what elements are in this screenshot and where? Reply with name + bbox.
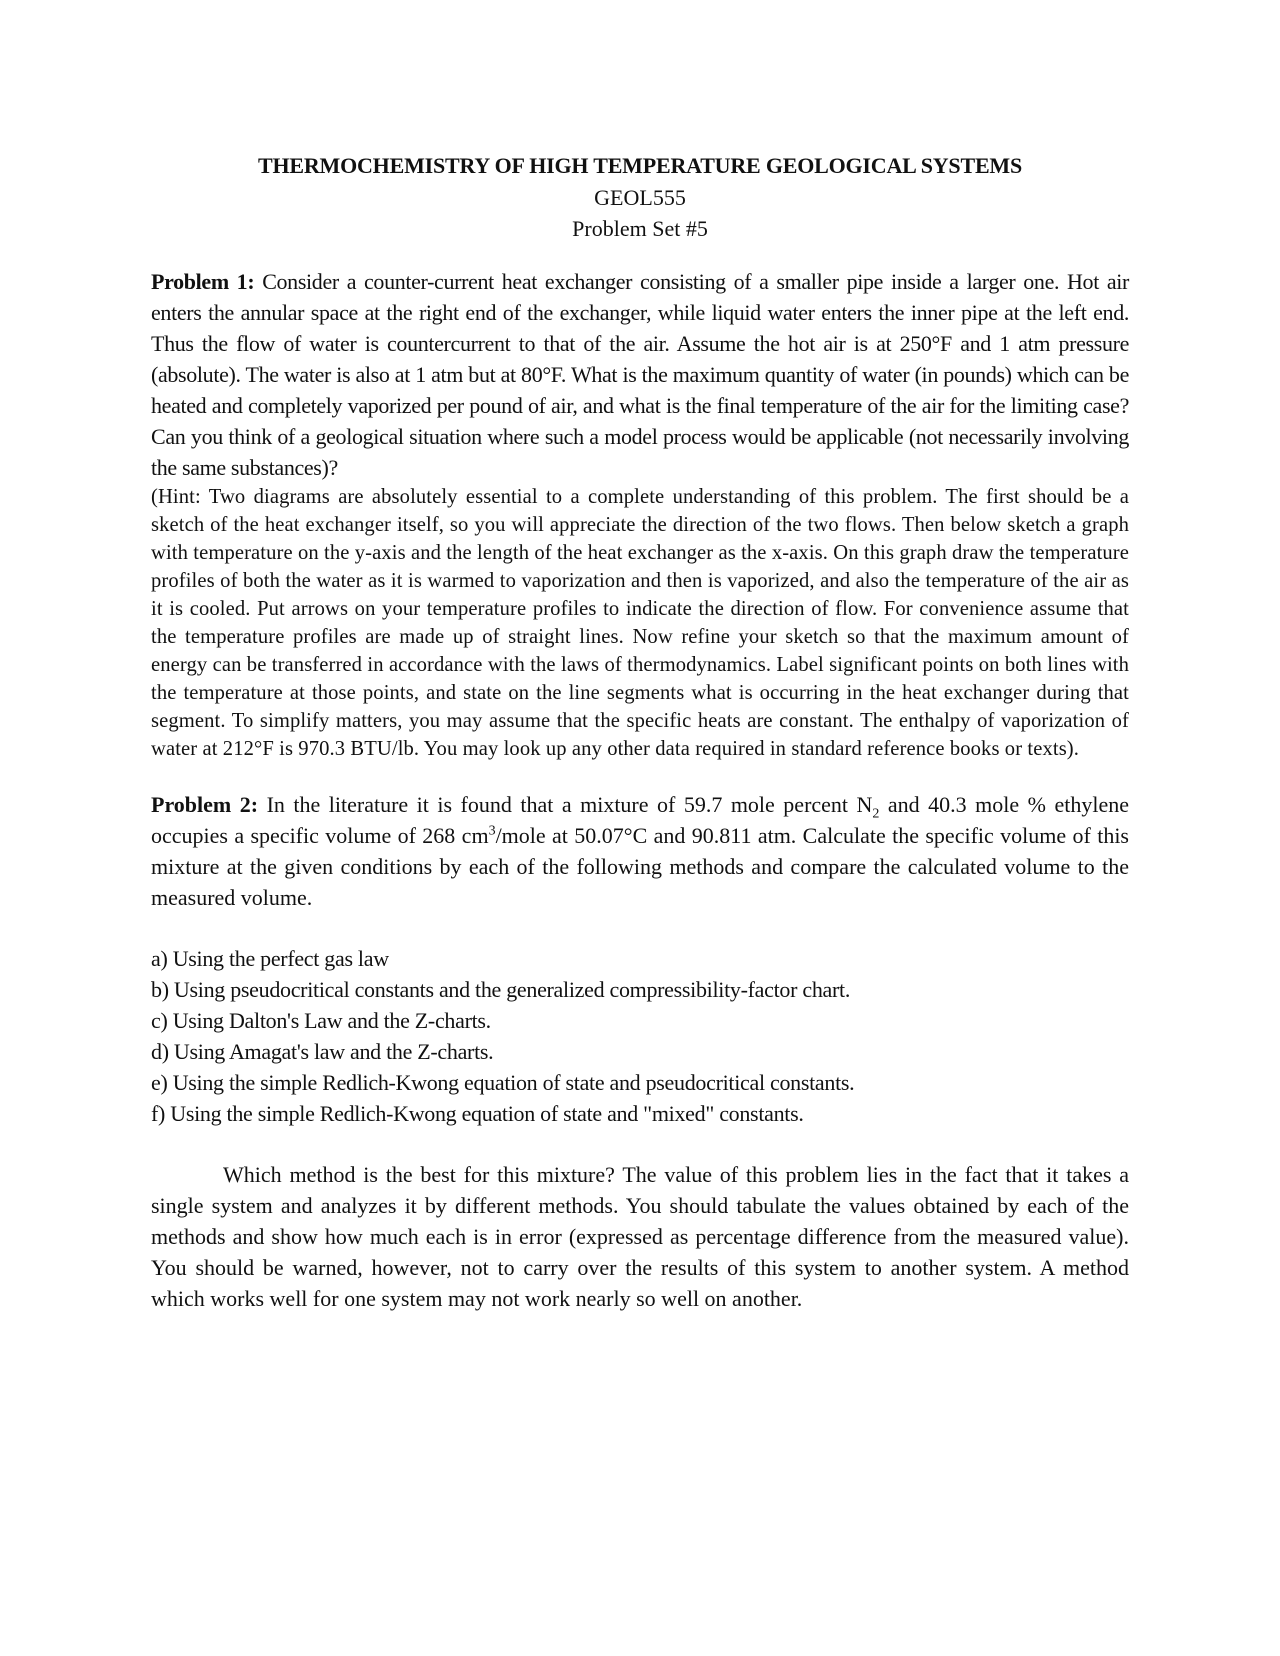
list-item: b) Using pseudocritical constants and the generalized compressibility-factor chart. [151, 977, 851, 1002]
problem-2-closing: Which method is the best for this mixture? The value of this problem lies in the fact that it takes a single system and analyzes it by different methods. You should tabulate the values obtained by each of the methods and show how much each is in error (expressed as percentage difference from the measured value). You should be warned, however, not to carry over the results of this system to another system. A method which works well for one system may not work nearly so well on another. [151, 1162, 1129, 1311]
problem-2-subscript: 2 [872, 806, 880, 822]
problem-1-label: Problem 1: [151, 269, 255, 294]
course-code: GEOL555 [594, 185, 686, 210]
problem-1-text [151, 266, 1129, 483]
problem-1-section [151, 266, 1129, 763]
spacer [151, 244, 1129, 266]
problem-set-label: Problem Set #5 [572, 216, 708, 241]
spacer [151, 1129, 1129, 1159]
problem-2-superscript: 3 [488, 823, 496, 839]
problem-2-label: Problem 2: [151, 792, 259, 817]
list-item: e) Using the simple Redlich-Kwong equation of state and pseudocritical constants. [151, 1070, 855, 1095]
spacer [151, 913, 1129, 943]
list-item: a) Using the perfect gas law [151, 946, 389, 971]
problem-2-body-a: In the literature it is found that a mixture of 59.7 mole percent N [258, 792, 873, 817]
list-item: f) Using the simple Redlich-Kwong equation of state and "mixed" constants. [151, 1101, 804, 1126]
problem-2-body-b: and 40.3 mole % ethylene occupies a specific volume of 268 cm [151, 792, 1129, 848]
problem-1-body: Consider a counter-current heat exchanger consisting of a smaller pipe inside a larger one. Hot air enters the annular space at the right end of the exchanger, while liquid water enters the inner pipe at the left end. Thus the flow of water is countercurrent to that of the air. Assume the hot air is at 250°F and 1 atm pressure (absolute). The water is also at 1 atm but at 80°F. What is the maximum quantity of water (in pounds) which can be heated and completely vaporized per pound of air, and what is the final temperature of the air for the limiting case? Can you think of a geological situation where such a model process would be applicable (not necessarily involving the same substances)? [151, 269, 1129, 480]
document-title: THERMOCHEMISTRY OF HIGH TEMPERATURE GEOLOGICAL SYSTEMS [257, 153, 1023, 178]
document-page [151, 150, 1129, 1314]
list-item: d) Using Amagat's law and the Z-charts. [151, 1039, 494, 1064]
problem-2-text [151, 789, 1129, 913]
methods-list [151, 943, 1129, 1129]
problem-2-body-c: /mole at 50.07°C and 90.811 atm. Calculate the specific volume of this mixture at the given conditions by each of the following methods and compare the calculated volume to the measured volume. [151, 823, 1129, 910]
list-item: c) Using Dalton's Law and the Z-charts. [151, 1008, 491, 1033]
problem-2-section [151, 789, 1129, 1314]
spacer [151, 763, 1129, 789]
problem-1-hint: (Hint: Two diagrams are absolutely essential to a complete understanding of this problem. The first should be a sketch of the heat exchanger itself, so you will appreciate the direction of the two flows. Then below sketch a graph with temperature on the y-axis and the length of the heat exchanger as the x-axis. On this graph draw the temperature profiles of both the water as it is warmed to vaporization and then is vaporized, and also the temperature of the air as it is cooled. Put arrows on your temperature profiles to indicate the direction of flow. For convenience assume that the temperature profiles are made up of straight lines. Now refine your sketch so that the maximum amount of energy can be transferred in accordance with the laws of thermodynamics. Label significant points on both lines with the temperature at those points, and state on the line segments what is occurring in the heat exchanger during that segment. To simplify matters, you may assume that the specific heats are constant. The enthalpy of vaporization of water at 212°F is 970.3 BTU/lb. You may look up any other data required in standard reference books or texts). [151, 486, 1129, 760]
